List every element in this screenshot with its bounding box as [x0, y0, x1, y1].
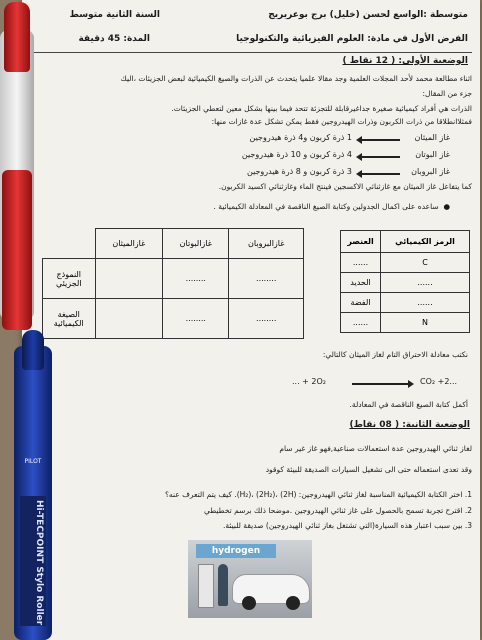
pen-cap	[22, 330, 44, 370]
exam-duration: المدة: 45 دقيقة	[78, 34, 150, 44]
exam-paper	[22, 0, 480, 640]
arrow-icon	[360, 156, 400, 158]
gas-formula: 4 ذرة كربون و 10 ذرة هيدروجين	[241, 150, 352, 159]
table-cell: ......	[341, 253, 381, 273]
table-cell: ........	[163, 259, 229, 299]
table-cell: ........	[229, 259, 304, 299]
pen-brand: PILOT	[24, 458, 42, 465]
hydrogen-sign: hydrogen	[196, 544, 276, 558]
car-wheel	[242, 596, 256, 610]
pen-grip	[2, 170, 32, 330]
table-cell: ........	[229, 299, 304, 339]
situation1-paragraph1: اثناء مطالعة محمد لأحد المجلات العلمية وجد مقالا علميا يتحدث عن الذرات والصيغ الكيميائية لبعض الجزيئات ،اليك	[120, 74, 472, 83]
table-cell: N	[381, 313, 470, 333]
gas-name: غاز البروبان	[411, 167, 450, 176]
elements-table	[340, 230, 470, 333]
person-figure	[218, 564, 228, 606]
empty-cell	[43, 229, 96, 259]
situation1-paragraph4: كما يتفاعل غاز الميثان مع غازثنائي الاكسجين فينتج الماء وغازثنائي اكسيد الكربون.	[218, 182, 472, 191]
fuel-pump	[198, 564, 214, 608]
situation1-paragraph1b: جزء من المقال:	[422, 89, 472, 98]
gas-formula: 1 ذرة كربون و4 ذرة هيدروجين	[249, 133, 352, 142]
red-pen	[0, 30, 34, 320]
table-cell: ........	[163, 299, 229, 339]
table-cell	[95, 259, 163, 299]
arrow-icon	[360, 173, 400, 175]
row-label: النموذج الجزيئي	[43, 259, 96, 299]
table-cell: ......	[381, 273, 470, 293]
question-2: 2. اقترح تجربة تسمح بالحصول على غاز ثنائي الهيدروجين .موضحا ذلك برسم تخطيطي	[204, 506, 472, 515]
table-cell: ......	[381, 293, 470, 313]
situation2-paragraph2: وقد تعدى استعماله حتى الى تشغيل السيارات الصديقة للبيئة كوقود	[265, 465, 472, 474]
gas-name: غاز الميثان	[414, 133, 450, 142]
task-text: ساعده على اكمال الجدولين وكتابة الصيغ الناقصة في المعادلة الكيميائية .	[213, 202, 439, 211]
col-header: الرمز الكيميائي	[381, 231, 470, 253]
table-cell: ......	[341, 313, 381, 333]
gas-formula: 3 ذرة كربون و 8 ذرة هيدروجين	[246, 167, 352, 176]
hydrogen-car-image	[188, 540, 312, 618]
car-wheel	[286, 596, 300, 610]
equation-task: أكمل كتابة الصيغ الناقصة في المعادلة.	[349, 400, 468, 409]
class-level: السنة الثانية متوسط	[69, 10, 160, 20]
col-header: غازالبوتان	[163, 229, 229, 259]
table-cell	[95, 299, 163, 339]
col-header: غازالبروبان	[229, 229, 304, 259]
header-divider	[30, 52, 472, 53]
blue-pen	[14, 346, 52, 640]
equation-right: CO₂ +2...	[420, 377, 458, 386]
arrow-icon	[360, 139, 400, 141]
reaction-arrow-icon	[352, 383, 410, 385]
pen-cap	[4, 2, 30, 72]
situation1-title: الوضعية الأولى: ( 12 نقاط )	[342, 56, 468, 66]
situation2-paragraph1: لغاز ثنائي الهيدروجين عدة استعمالات صناعية,فهو غاز غير سام	[279, 444, 472, 453]
pen-label	[20, 496, 46, 626]
situation1-task	[213, 202, 450, 211]
table-cell: الحديد	[341, 273, 381, 293]
gas-name: غاز البوتان	[415, 150, 450, 159]
gases-table	[42, 228, 304, 339]
situation1-paragraph3: فمثلاانطلاقا من ذرات الكربون وذرات الهيدروجين فقط يمكن تشكل عدة غازات منها:	[211, 117, 472, 126]
bullet-icon: ●	[438, 202, 450, 211]
situation2-title: الوضعية الثانية: ( 08 نقاط)	[349, 420, 470, 430]
col-header: العنصر	[341, 231, 381, 253]
table-cell: C	[381, 253, 470, 273]
situation1-paragraph2: الذرات هي أفراد كيميائية صغيرة جداغيرقابلة للتجزئة تتحد فيما بينها بشكل معين لتعطي الجزيئات.	[171, 104, 472, 113]
exam-title: الفرض الأول في مادة: العلوم الفيزيائية والتكنولوجيا	[236, 34, 468, 44]
equation-intro: نكتب معادلة الاحتراق التام لغاز الميثان كالتالي:	[322, 350, 468, 359]
table-cell: الفضة	[341, 293, 381, 313]
col-header: غازالميثان	[95, 229, 163, 259]
question-1: 1. اختر الكتابة الكيميائية المناسبة لغاز ثنائي الهيدروجين: (2H) ،(2H₂) ،(H₂). كيف يتم التعرف عنه؟	[164, 490, 472, 499]
equation-left: ... + 2O₂	[292, 377, 327, 386]
row-label: الصيغة الكيميائية	[43, 299, 96, 339]
school-name: متوسطة :الواسع لحسن (خليل) برج بوعريريج	[268, 10, 468, 20]
question-3: 3. بين سبب اعتبار هذه السيارة(التي تشتغل بغاز ثنائي الهيدروجين) صديقة للبيئة.	[222, 521, 472, 530]
pen-label-text: Hi-TECPOINT Stylo Roller	[34, 500, 44, 626]
